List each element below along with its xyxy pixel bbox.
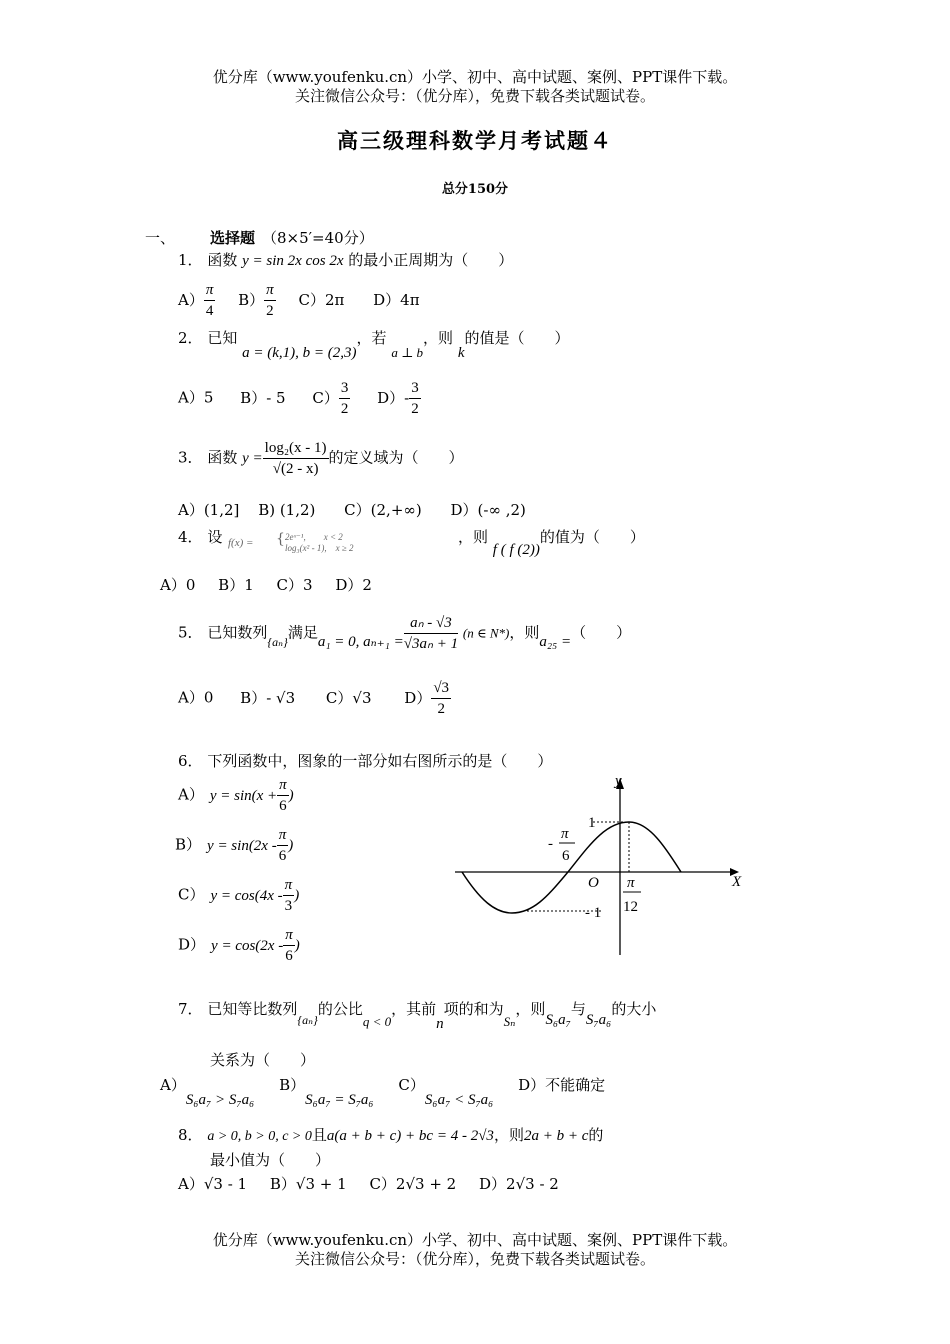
q4-fx: f(x) = [228, 537, 254, 549]
q5-option-c: C）√3 [325, 688, 372, 707]
section-name: 选择题 [210, 229, 256, 247]
q6-option-c: C） y = cos(4x - $\frac{\pi}{3}$ ) [178, 877, 300, 914]
sine-curve [462, 822, 681, 913]
q2-option-b: B）- 5 [240, 388, 286, 407]
q8-option-c: C）2√3 + 2 [369, 1175, 457, 1193]
q4-piecewise: 2eˣ⁻¹, x < 2 log₃(x² - 1), x ≥ 2 [285, 532, 354, 553]
q7-option-b: B）S₆a₇ = S₇a₆ [279, 1076, 374, 1108]
q1-post: 的最小正周期为（ ） [348, 251, 514, 269]
total-score: 总分150分 [441, 182, 509, 197]
q1-option-c: C）2π [298, 290, 345, 309]
q6-option-b: B） y = sin(2x - $\frac{\pi}{6}$ ) [175, 827, 294, 864]
graph-x-label: X [732, 874, 742, 890]
q1-pre: 函数 [207, 251, 238, 269]
graph-left-sign: - [548, 836, 553, 852]
q6-option-d: D） y = cos(2x - $\frac{\pi}{6}$ ) [178, 927, 300, 964]
q6-question: 6． 下列函数中，图象的一部分如右图所示的是（ ） [178, 752, 553, 770]
q3-option-d: D）(-∞ ,2) [450, 501, 526, 519]
q4-question: 4． 设 [178, 528, 223, 546]
q3-option-c: C）(2,+∞) [344, 501, 422, 519]
graph-y-label: y [615, 773, 622, 789]
q5-question: 5． 已知数列$_{\{a_n\}}$满足a₁ = 0, aₙ₊₁ = $\frac{\text{aₙ - √3}}{\text{√3aₙ + 1}}$ (n ∈ N*)，则a₂₅ =（ ） [178, 615, 632, 652]
graph-right-den: 12 [623, 899, 638, 915]
section-number: 一、 [145, 229, 176, 247]
q8-options [178, 1173, 559, 1194]
footer-line-2: 关注微信公众号：（优分库），免费下载各类试题试卷。 [294, 1250, 655, 1268]
q4-options [160, 574, 372, 595]
graph-right-num: π [627, 875, 635, 891]
header-line-1: 优分库（www.youfenku.cn）小学、初中、高中试题、案例、PPT课件下载。 [212, 68, 738, 86]
q1-option-a: A） $\frac{\pi}{4}$ [178, 282, 214, 319]
q5-option-a: A）0 [178, 688, 214, 707]
q2-option-a: A）5 [178, 388, 214, 407]
q4-expr: f ( f (2)) [492, 542, 540, 558]
q1-number: 1． [178, 251, 203, 269]
q4-option-a: A）0 [160, 576, 196, 594]
q3-option-b: B) (1,2) [258, 501, 316, 519]
q1-question [178, 249, 513, 270]
q8-option-a: A）√3 - 1 [178, 1175, 248, 1193]
footer-line-1: 优分库（www.youfenku.cn）小学、初中、高中试题、案例、PPT课件下载。 [212, 1231, 738, 1249]
q3-denominator: √(2 - x) [272, 461, 319, 477]
section-score: （8×5′=40分） [262, 229, 374, 247]
q7-line-2: 关系为（ ） [210, 1051, 316, 1069]
q4-option-d: D）2 [335, 576, 372, 594]
q6-option-a: A） y = sin(x + $\frac{\pi}{6}$ ) [178, 777, 294, 814]
q7-options [160, 1074, 606, 1108]
q4-option-b: B）1 [218, 576, 254, 594]
q1-option-b: B） $\frac{\pi}{2}$ [238, 282, 274, 319]
q1-option-d: D）4π [373, 290, 420, 309]
q5-options [178, 678, 451, 719]
q2-options [178, 378, 421, 419]
q2-option-c: C） $\frac{3}{2}$ [312, 380, 349, 417]
q4-option-c: C）3 [276, 576, 313, 594]
q7-option-a: A）S₆a₇ > S₇a₆ [160, 1076, 255, 1108]
q3-options [178, 499, 526, 520]
q7-question: 7． 已知等比数列$_{\{a_n\}}$的公比q < 0，其前n项的和为Sₙ，则S₆a₇与S₇a₆的大小 [178, 1000, 657, 1032]
graph-left-den: 6 [562, 848, 570, 864]
header-line-2: 关注微信公众号：（优分库），免费下载各类试题试卷。 [294, 87, 655, 105]
q5-option-d: D） $\frac{√3}{2}$ [404, 680, 450, 717]
graph-min-label: - 1 [585, 905, 602, 921]
graph-left-num: π [561, 826, 569, 842]
graph-origin-label: O [588, 875, 599, 891]
q7-option-c: C）S₆a₇ < S₇a₆ [398, 1076, 494, 1108]
q7-option-d: D）不能确定 [518, 1076, 606, 1094]
q8-option-b: B）√3 + 1 [269, 1175, 347, 1193]
q4-tail: ，则 f ( f (2))的值为（ ） [458, 528, 645, 558]
q4-brace: { [276, 531, 285, 547]
q3-numerator: log₂(x - 1) [263, 438, 329, 459]
q1-options [178, 280, 420, 321]
q6-graph [455, 765, 755, 955]
q1-expr: y = sin 2x cos 2x [242, 253, 344, 269]
q5-option-b: B）- √3 [240, 688, 296, 707]
q2-condition: a ⊥ b [391, 345, 424, 360]
q3-option-a: A）(1,2] [178, 501, 240, 519]
q8-line-2: 最小值为（ ） [210, 1151, 331, 1169]
q8-option-d: D）2√3 - 2 [479, 1175, 559, 1193]
q2-option-d: D）- $\frac{3}{2}$ [377, 380, 419, 417]
page-title: 高三级理科数学月考试题４ [337, 128, 613, 153]
graph-max-label: 1 [588, 815, 596, 831]
q2-vectors: a = (k,1), b = (2,3) [242, 345, 357, 361]
q3-question: 3． 函数 y = $\frac{\text{log₂(x - 1)}}{√(2 - x)}$ 的定义域为（ ） [178, 440, 464, 477]
q8-question: 8． a > 0, b > 0, c > 0且a(a + b + c) + bc = 4 - 2√3，则2a + b + c的 [178, 1126, 604, 1144]
q2-question: 2． 已知 a = (k,1), b = (2,3)，若 a ⊥ b，则 k的值是（ ） [178, 329, 570, 361]
